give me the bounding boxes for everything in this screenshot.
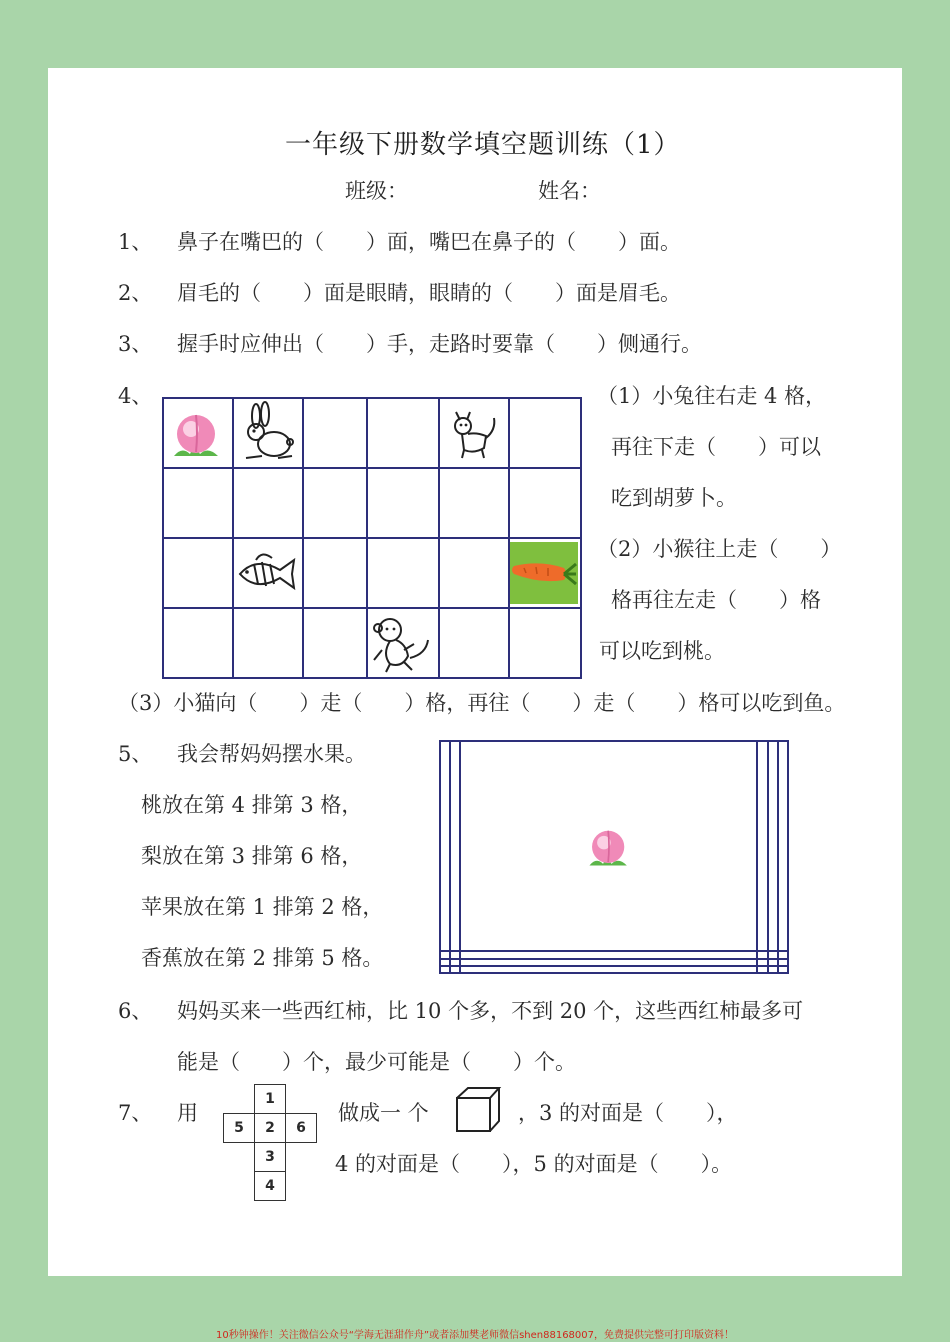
grid-cell [233, 398, 303, 468]
grid-cell [233, 608, 303, 678]
q7-rest-line2: 4 的对面是（ ），5 的对面是（ ）。 [335, 1152, 733, 1176]
grid-cell [509, 398, 581, 468]
grid-cell [778, 951, 788, 958]
q5-line1: 桃放在第 4 排第 3 格， [141, 793, 363, 817]
q4-part2-line2: 格再往左走（ ）格 [611, 588, 821, 612]
grid-cell [163, 398, 233, 468]
cube-face: 1 [255, 1085, 286, 1114]
peach-icon [164, 400, 230, 466]
grid-cell [450, 951, 460, 958]
q4-number: 4、 [118, 384, 153, 408]
cube-icon [454, 1085, 502, 1135]
q4-part2-line3: 可以吃到桃。 [599, 639, 725, 663]
q1-number: 1、 [118, 230, 153, 254]
grid-cell [768, 959, 778, 966]
grid-cell [439, 538, 509, 608]
q4-part1-line2: 再往下走（ ）可以 [611, 435, 821, 459]
q7-make: 做成一 个 [338, 1101, 429, 1125]
grid-cell [439, 468, 509, 538]
grid-cell [440, 741, 450, 951]
cube-face: 5 [224, 1114, 255, 1143]
q5-grid [439, 740, 789, 974]
grid-cell [367, 468, 439, 538]
q5-line2: 梨放在第 3 排第 6 格， [141, 844, 363, 868]
grid-cell [768, 966, 778, 973]
grid-cell [303, 608, 368, 678]
q4-part2-line1: （2）小猴往上走（ ） [597, 537, 842, 561]
q5-number: 5、 [118, 742, 153, 766]
grid-cell [367, 398, 439, 468]
grid-cell [460, 966, 757, 973]
q5-intro: 我会帮妈妈摆水果。 [177, 742, 366, 766]
q5-line4: 香蕉放在第 2 排第 5 格。 [141, 946, 384, 970]
name-label: 姓名： [538, 179, 601, 203]
q5-line3: 苹果放在第 1 排第 2 格， [141, 895, 384, 919]
grid-cell [460, 741, 757, 951]
q4-part1-line1: （1）小兔往右走 4 格， [597, 384, 827, 408]
grid-cell [163, 538, 233, 608]
grid-cell [439, 398, 509, 468]
cube-face: 6 [286, 1114, 317, 1143]
grid-cell [440, 959, 450, 966]
grid-cell [757, 959, 767, 966]
grid-cell [450, 959, 460, 966]
q7-number: 7、 [118, 1101, 153, 1125]
q6-line2: 能是（ ）个，最少可能是（ ）个。 [177, 1050, 576, 1074]
grid-cell [778, 741, 788, 951]
grid-cell [367, 538, 439, 608]
grid-cell [460, 959, 757, 966]
grid-cell [778, 959, 788, 966]
worksheet-page [48, 68, 902, 1276]
grid-cell [768, 951, 778, 958]
carrot-icon [510, 540, 578, 606]
grid-cell [450, 741, 460, 951]
grid-cell [233, 468, 303, 538]
grid-cell [303, 538, 368, 608]
grid-cell [757, 741, 767, 951]
q4-part3: （3）小猫向（ ）走（ ）格，再往（ ）走（ ）格可以吃到鱼。 [118, 691, 846, 715]
grid-cell [757, 966, 767, 973]
page-title: 一年级下册数学填空题训练（1） [285, 130, 681, 160]
q2-text: 眉毛的（ ）面是眼睛，眼睛的（ ）面是眉毛。 [177, 281, 681, 305]
monkey-icon [368, 610, 436, 676]
grid-cell [163, 608, 233, 678]
q3-number: 3、 [118, 332, 153, 356]
grid-cell [367, 608, 439, 678]
grid-cell [233, 538, 303, 608]
cube-face: 4 [255, 1172, 286, 1201]
grid-cell [303, 398, 368, 468]
footer-promo: 10秒钟操作！关注微信公众号“学海无涯甜作舟”或者添加樊老师微信shen88168007，免费提供完整可打印版资料！ [215, 1330, 735, 1341]
q7-use: 用 [177, 1101, 198, 1125]
q2-number: 2、 [118, 281, 153, 305]
grid-cell [509, 468, 581, 538]
grid-cell [439, 608, 509, 678]
q7-rest-line1: ，3 的对面是（ ）， [518, 1101, 738, 1125]
grid-cell [450, 966, 460, 973]
grid-cell [163, 468, 233, 538]
peach-icon [581, 818, 637, 874]
grid-cell [509, 538, 581, 608]
q6-line1: 妈妈买来一些西红柿，比 10 个多，不到 20 个，这些西红柿最多可 [177, 999, 804, 1023]
q6-number: 6、 [118, 999, 153, 1023]
class-label: 班级： [345, 179, 408, 203]
grid-cell [757, 951, 767, 958]
cube-face: 2 [255, 1114, 286, 1143]
grid-cell [509, 608, 581, 678]
rabbit-icon [234, 400, 300, 466]
grid-cell [303, 468, 368, 538]
fish-icon [234, 540, 300, 606]
q3-text: 握手时应伸出（ ）手，走路时要靠（ ）侧通行。 [177, 332, 702, 356]
q4-part1-line3: 吃到胡萝卜。 [611, 486, 737, 510]
cube-face: 3 [255, 1143, 286, 1172]
q1-text: 鼻子在嘴巴的（ ）面，嘴巴在鼻子的（ ）面。 [177, 230, 681, 254]
grid-cell [440, 966, 450, 973]
grid-cell [460, 951, 757, 958]
cube-net [223, 1084, 317, 1201]
grid-cell [778, 966, 788, 973]
grid-cell [768, 741, 778, 951]
cat-icon [440, 400, 506, 466]
q4-grid [162, 397, 582, 679]
grid-cell [440, 951, 450, 958]
